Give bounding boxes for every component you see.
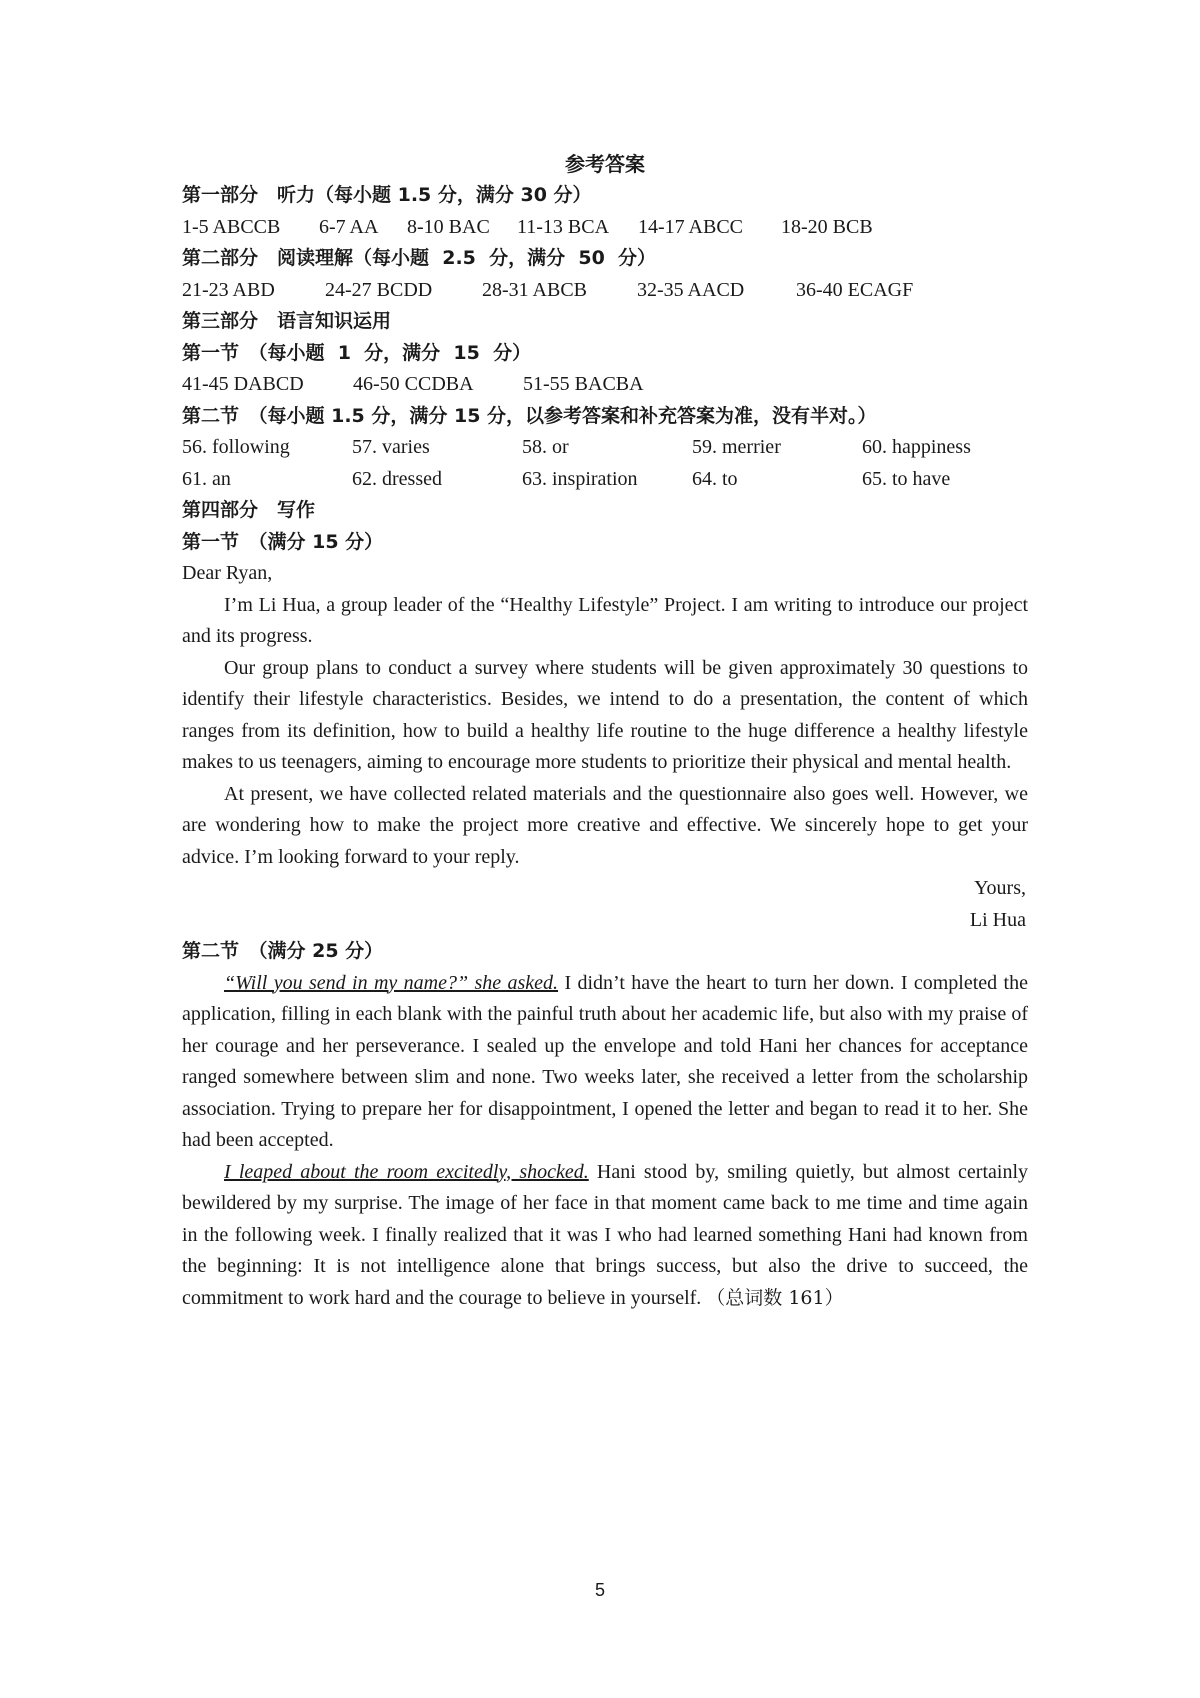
answer-item: 18-20 BCB (781, 215, 873, 238)
part3-section1-heading: 第一节 （每小题 1 分，满分 15 分） (182, 341, 532, 364)
answer-item: 32-35 AACD (637, 278, 745, 301)
answer-item: 24-27 BCDD (325, 278, 433, 301)
answer-item: 64. to (692, 467, 738, 490)
letter-signature: Li Hua (969, 908, 1026, 931)
answer-item: 61. an (182, 467, 231, 490)
answer-item: 8-10 BAC (407, 215, 490, 238)
part4-section2-heading: 第二节 （满分 25 分） (182, 940, 384, 962)
part4-heading: 第四部分 写作 (182, 499, 316, 521)
part1-answers (182, 212, 1028, 244)
answer-item: 63. inspiration (522, 467, 638, 490)
part3-section2-answers-row1 (182, 432, 1028, 464)
answer-item: 65. to have (862, 467, 951, 490)
part3-section1-answers (182, 369, 1028, 401)
answer-item: 41-45 DABCD (182, 373, 304, 395)
paragraph-text: Hani stood by, smiling quietly, but almost certainly bewildered by my surprise. The image of her face in that moment came back to me time and time again in the following week. I finally realized that it was I who had learned something Hani had known from the beginning: It is not intelligence alone that brings success, but also the drive to succeed, the commitment to work hard and the courage to believe in yourself. (182, 1160, 1029, 1309)
part1-heading: 第一部分 听力（每小题 1.5 分，满分 30 分） (182, 184, 592, 206)
continuation-paragraph-1 (182, 968, 1028, 1157)
answer-item: 51-55 BACBA (523, 373, 644, 395)
answer-item: 36-40 ECAGF (796, 278, 914, 301)
letter-closing: Yours, (974, 877, 1026, 899)
letter-paragraph: I’m Li Hua, a group leader of the “Healthy Lifestyle” Project. I am writing to introduce our project and its progress. (182, 593, 1028, 647)
answer-item: 46-50 CCDBA (353, 373, 474, 395)
page-number: 5 (594, 1580, 605, 1600)
answer-item: 56. following (182, 436, 290, 458)
part3-heading: 第三部分 语言知识运用 (182, 310, 392, 332)
answer-key-page (182, 148, 1028, 1314)
answer-item: 60. happiness (862, 436, 971, 458)
answer-item: 58. or (522, 436, 569, 458)
given-opening-sentence: I leaped about the room excitedly, shocked. (224, 1160, 589, 1183)
word-count: （总词数 161） (706, 1286, 844, 1309)
part3-section2-heading: 第二节 （每小题 1.5 分，满分 15 分，以参考答案和补充答案为准，没有半对。） (182, 404, 877, 427)
answer-item: 28-31 ABCB (482, 278, 588, 301)
part2-heading: 第二部分 阅读理解（每小题 2.5 分，满分 50 分） (182, 247, 657, 269)
answer-item: 21-23 ABD (182, 278, 275, 301)
letter-greeting: Dear Ryan, (182, 562, 273, 584)
letter-paragraph: Our group plans to conduct a survey where students will be given approximately 30 questions to identify their lifestyle characteristics. Besides, we intend to do a presentation, the content of which ranges from its definition, how to build a healthy life routine to the huge difference a healthy lifestyle makes to us teenagers, aiming to encourage more students to prioritize their physical and mental health. (182, 656, 1028, 773)
continuation-paragraph-2 (182, 1157, 1028, 1315)
answer-item: 11-13 BCA (517, 215, 610, 238)
part2-answers (182, 275, 1028, 307)
answer-item: 62. dressed (352, 467, 442, 490)
answer-item: 14-17 ABCC (638, 215, 744, 238)
part4-section1-heading: 第一节 （满分 15 分） (182, 530, 384, 553)
page-title: 参考答案 (565, 152, 645, 176)
part3-section2-answers-row2 (182, 464, 1028, 496)
answer-item: 1-5 ABCCB (182, 215, 281, 238)
answer-item: 57. varies (352, 436, 430, 458)
letter-paragraph: At present, we have collected related materials and the questionnaire also goes well. However, we are wondering how to make the project more creative and effective. We sincerely hope to get your advice. I’m looking forward to your reply. (182, 782, 1028, 868)
answer-item: 6-7 AA (319, 215, 379, 238)
paragraph-text: I didn’t have the heart to turn her down. I completed the application, filling in each blank with the painful truth about her academic life, but also with my praise of her courage and her perseverance. I sealed up the envelope and told Hani her chances for acceptance ranged somewhere between slim and none. Two weeks later, she received a letter from the scholarship association. Trying to prepare her for disappointment, I opened the letter and began to read it to her. She had been accepted. (182, 971, 1028, 1151)
given-opening-sentence: “Will you send in my name?” she asked. (224, 971, 559, 994)
answer-item: 59. merrier (692, 436, 781, 458)
